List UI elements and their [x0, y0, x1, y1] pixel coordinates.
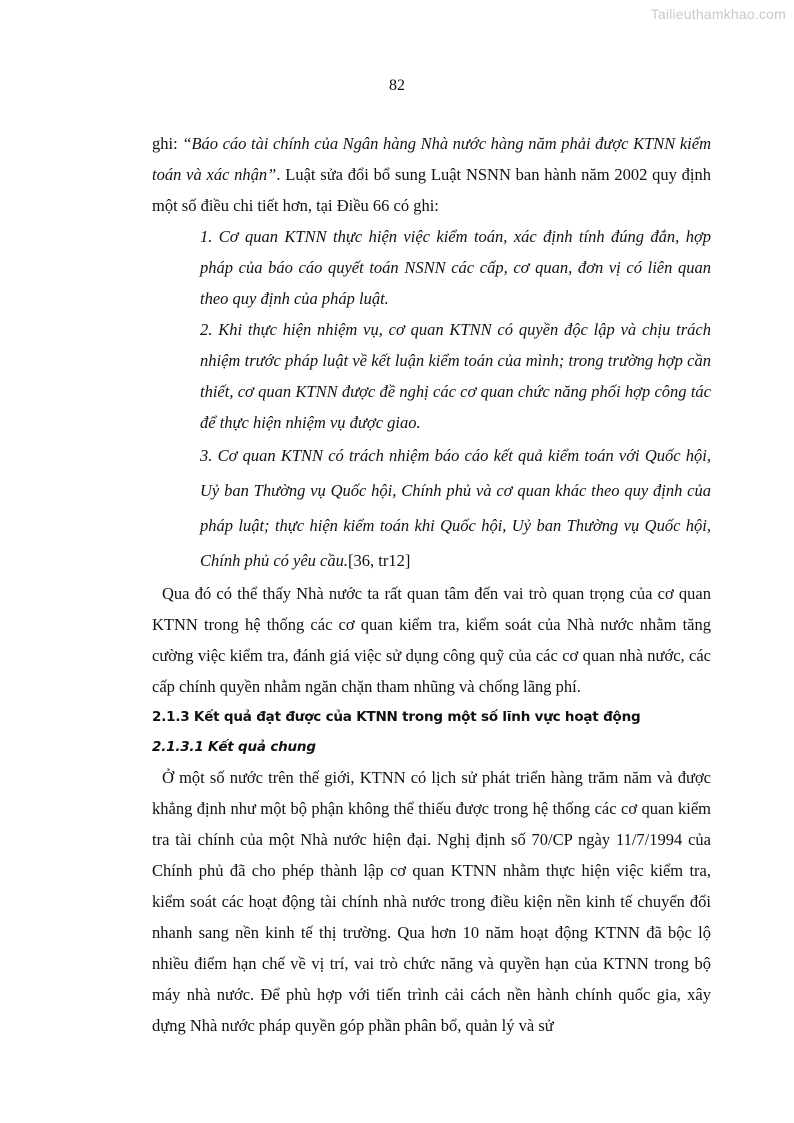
conclusion-paragraph: Qua đó có thể thấy Nhà nước ta rất quan tâm đến vai trò quan trọng của cơ quan KTNN trong hệ thống các cơ quan kiểm tra, kiểm soát của Nhà nước nhằm tăng cường việc kiểm tra, đánh giá việc sử dụng công quỹ của các cơ quan nhà nước, các cấp chính quyền nhằm ngăn chặn tham nhũng và chống lãng phí. — [152, 584, 711, 696]
quote-item-2: 2. Khi thực hiện nhiệm vụ, cơ quan KTNN có quyền độc lập và chịu trách nhiệm trước pháp luật về kết luận kiểm toán của mình; trong trường hợp cần thiết, cơ quan KTNN được đề nghị các cơ quan chức năng phối hợp công tác để thực hiện nhiệm vụ được giao. — [200, 320, 711, 432]
results-paragraph: Ở một số nước trên thế giới, KTNN có lịch sử phát triển hàng trăm năm và được khẳng định như một bộ phận không thể thiếu được trong hệ thống các cơ quan kiểm tra tài chính của một Nhà nước hiện đại. Nghị định số 70/CP ngày 11/7/1994 của Chính phủ đã cho phép thành lập cơ quan KTNN nhằm thực hiện việc kiểm tra, kiểm soát các hoạt động tài chính nhà nước trong điều kiện nền kinh tế chuyển đổi nhanh sang nền kinh tế thị trường. Qua hơn 10 năm hoạt động KTNN đã bộc lộ nhiều điểm hạn chế về vị trí, vai trò chức năng và quyền hạn của KTNN trong bộ máy nhà nước. Để phù hợp với tiến trình cải cách nền hành chính quốc gia, xây dựng Nhà nước pháp quyền góp phần phân bổ, quản lý và sử — [152, 768, 711, 1035]
intro-paragraph — [152, 128, 711, 221]
intro-rest: . Luật sửa đổi bổ sung Luật NSNN ban hành năm 2002 quy định một số điều chi tiết hơn, tại Điều 66 có ghi: — [152, 165, 711, 215]
intro-quote: “Báo cáo tài chính của Ngân hàng Nhà nước hàng năm phải được KTNN kiểm toán và xác nhận” — [152, 134, 712, 184]
intro-lead: ghi: — [152, 134, 183, 153]
section-heading-2-1-3-1: 2.1.3.1 Kết quả chung — [152, 739, 316, 755]
quote-item-3 — [200, 438, 711, 578]
citation: [36, tr12] — [348, 551, 411, 570]
section-heading-2-1-3: 2.1.3 Kết quả đạt được của KTNN trong một số lĩnh vực hoạt động — [152, 709, 641, 725]
page-body — [152, 128, 711, 1041]
quote-item-1: 1. Cơ quan KTNN thực hiện việc kiểm toán, xác định tính đúng đắn, hợp pháp của báo cáo quyết toán NSNN các cấp, cơ quan, đơn vị có liên quan theo quy định của pháp luật. — [200, 227, 711, 308]
quote-item-3-text: 3. Cơ quan KTNN có trách nhiệm báo cáo kết quả kiểm toán với Quốc hội, Uỷ ban Thường vụ Quốc hội, Chính phủ và cơ quan khác theo quy định của pháp luật; thực hiện kiểm toán khi Quốc hội, Uỷ ban Thường vụ Quốc hội, Chính phủ có yêu cầu. — [200, 446, 711, 570]
page-number: 82 — [389, 77, 405, 94]
watermark: Tailieuthamkhao.com — [650, 6, 786, 22]
